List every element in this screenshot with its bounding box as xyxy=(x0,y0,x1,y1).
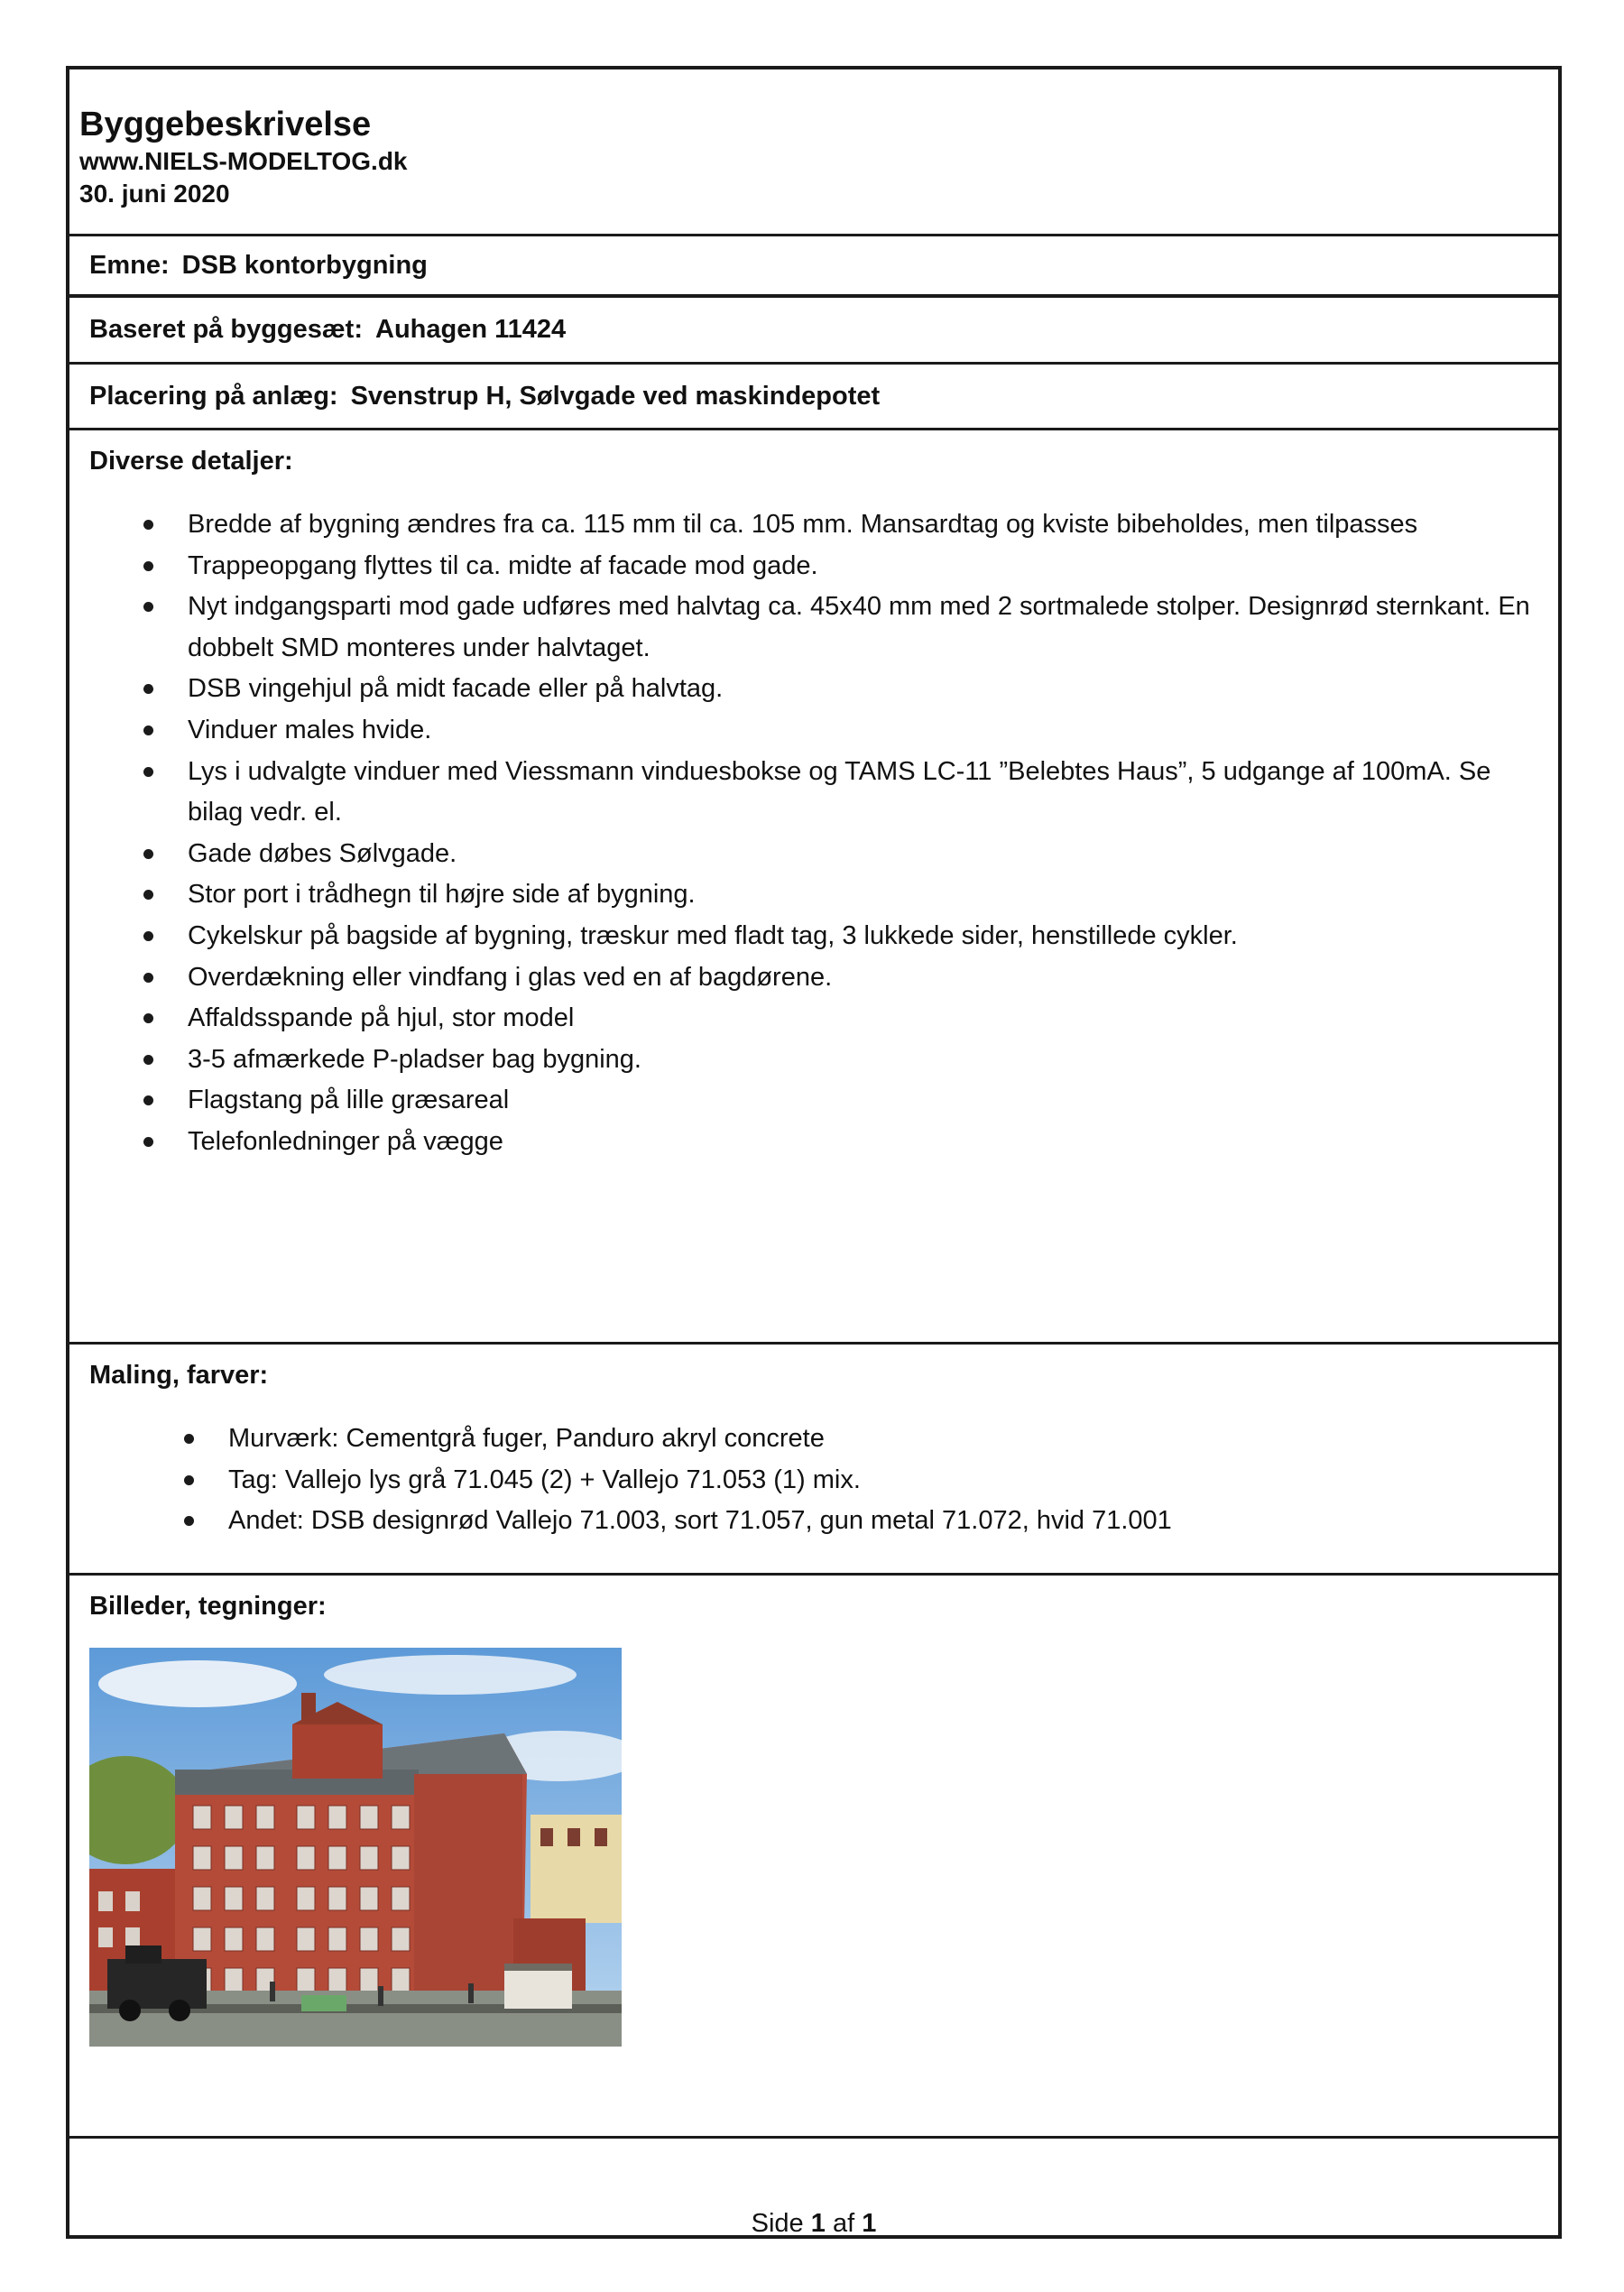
details-item-text: Vinduer males hvide. xyxy=(188,715,432,744)
details-list xyxy=(89,504,1558,1163)
details-item-text: DSB vingehjul på midt facade eller på halvtag. xyxy=(188,674,724,704)
details-item xyxy=(89,587,1558,669)
details-item-text: Affaldsspande på hjul, stor model xyxy=(188,1003,575,1033)
bullet-icon xyxy=(143,890,153,900)
bullet-icon xyxy=(143,1055,153,1065)
building-photo xyxy=(89,1648,622,2047)
details-item xyxy=(89,874,1558,916)
bullet-icon xyxy=(143,602,153,612)
details-section xyxy=(69,428,1558,1342)
paint-item xyxy=(89,1419,1558,1460)
details-item-text: Cykelskur på bagside af bygning, træskur med fladt tag, 3 lukkede sider, henstillede cykler. xyxy=(188,920,1238,950)
details-item xyxy=(89,504,1558,546)
paint-item xyxy=(89,1501,1558,1542)
bullet-icon xyxy=(184,1434,194,1444)
details-item xyxy=(89,1122,1558,1163)
bullet-icon xyxy=(143,725,153,735)
details-title: Diverse detaljer: xyxy=(89,447,293,476)
document-frame xyxy=(66,66,1562,2239)
field-byggesaet-label: Baseret på byggesæt: xyxy=(89,315,363,344)
field-placering-value: Svenstrup H, Sølvgade ved maskindepotet xyxy=(350,381,881,411)
details-item-text: Telefonledninger på vægge xyxy=(188,1126,503,1156)
bullet-icon xyxy=(143,1013,153,1023)
field-placering-label: Placering på anlæg: xyxy=(89,381,338,411)
bullet-icon xyxy=(143,767,153,777)
bullet-icon xyxy=(184,1516,194,1526)
paint-item-text: Tag: Vallejo lys grå 71.045 (2) + Vallejo 71.053 (1) mix. xyxy=(228,1465,861,1494)
document-title: Byggebeskrivelse xyxy=(79,106,372,143)
paint-item-text: Andet: DSB designrød Vallejo 71.003, sort 71.057, gun metal 71.072, hvid 71.001 xyxy=(228,1506,1172,1536)
field-placering xyxy=(69,362,1558,428)
pictures-title: Billeder, tegninger: xyxy=(89,1592,327,1621)
paint-item-text: Murværk: Cementgrå fuger, Panduro akryl concrete xyxy=(228,1424,825,1453)
current-page: 1 xyxy=(810,2209,826,2238)
details-item xyxy=(89,752,1558,834)
bullet-icon xyxy=(143,849,153,859)
details-item-text: Gade døbes Sølvgade. xyxy=(188,838,457,868)
details-item xyxy=(89,710,1558,752)
bullet-icon xyxy=(143,931,153,941)
bullet-icon xyxy=(143,684,153,694)
field-emne xyxy=(69,234,1558,294)
page-footer xyxy=(69,2136,1558,2240)
bullet-icon xyxy=(143,561,153,571)
paint-section xyxy=(69,1342,1558,1573)
field-byggesaet-value: Auhagen 11424 xyxy=(375,315,567,344)
document-date: 30. juni 2020 xyxy=(79,180,230,208)
website-link[interactable]: www.NIELS-MODELTOG.dk xyxy=(79,147,408,175)
paint-title: Maling, farver: xyxy=(89,1361,269,1390)
bullet-icon xyxy=(184,1475,194,1485)
details-item xyxy=(89,669,1558,710)
details-item-text: 3-5 afmærkede P-pladser bag bygning. xyxy=(188,1044,641,1074)
pictures-section xyxy=(69,1573,1558,2136)
field-emne-label: Emne: xyxy=(89,250,170,280)
details-item-text: Stor port i trådhegn til højre side af bygning. xyxy=(188,880,696,910)
bullet-icon xyxy=(143,520,153,530)
paint-list xyxy=(89,1419,1558,1542)
details-item xyxy=(89,916,1558,957)
page-counter xyxy=(69,2209,1558,2239)
paint-item xyxy=(89,1460,1558,1502)
page-prefix: Side xyxy=(751,2209,804,2238)
details-item xyxy=(89,1040,1558,1081)
details-item-text: Overdækning eller vindfang i glas ved en af bagdørene. xyxy=(188,962,833,992)
details-item-text: Nyt indgangsparti mod gade udføres med halvtag ca. 45x40 mm med 2 sortmalede stolper. Designrød sternkant. En dobbelt SMD monteres under halvtaget. xyxy=(188,592,1530,662)
document-header xyxy=(69,69,1558,234)
bullet-icon xyxy=(143,1137,153,1147)
field-emne-value: DSB kontorbygning xyxy=(181,250,428,280)
details-item-text: Flagstang på lille græsareal xyxy=(188,1086,510,1115)
details-item-text: Bredde af bygning ændres fra ca. 115 mm til ca. 105 mm. Mansardtag og kviste bibeholdes, men tilpasses xyxy=(188,510,1418,539)
field-byggesaet xyxy=(69,294,1558,362)
page-separator: af xyxy=(832,2209,855,2238)
details-item xyxy=(89,998,1558,1040)
total-pages: 1 xyxy=(862,2209,877,2238)
details-item xyxy=(89,834,1558,875)
details-item xyxy=(89,546,1558,587)
bullet-icon xyxy=(143,973,153,983)
details-item xyxy=(89,1080,1558,1122)
details-item xyxy=(89,957,1558,999)
details-item-text: Trappeopgang flyttes til ca. midte af facade mod gade. xyxy=(188,550,818,580)
bullet-icon xyxy=(143,1095,153,1105)
details-item-text: Lys i udvalgte vinduer med Viessmann vinduesbokse og TAMS LC-11 ”Belebtes Haus”, 5 udgange af 100mA. Se bilag vedr. el. xyxy=(188,756,1491,827)
